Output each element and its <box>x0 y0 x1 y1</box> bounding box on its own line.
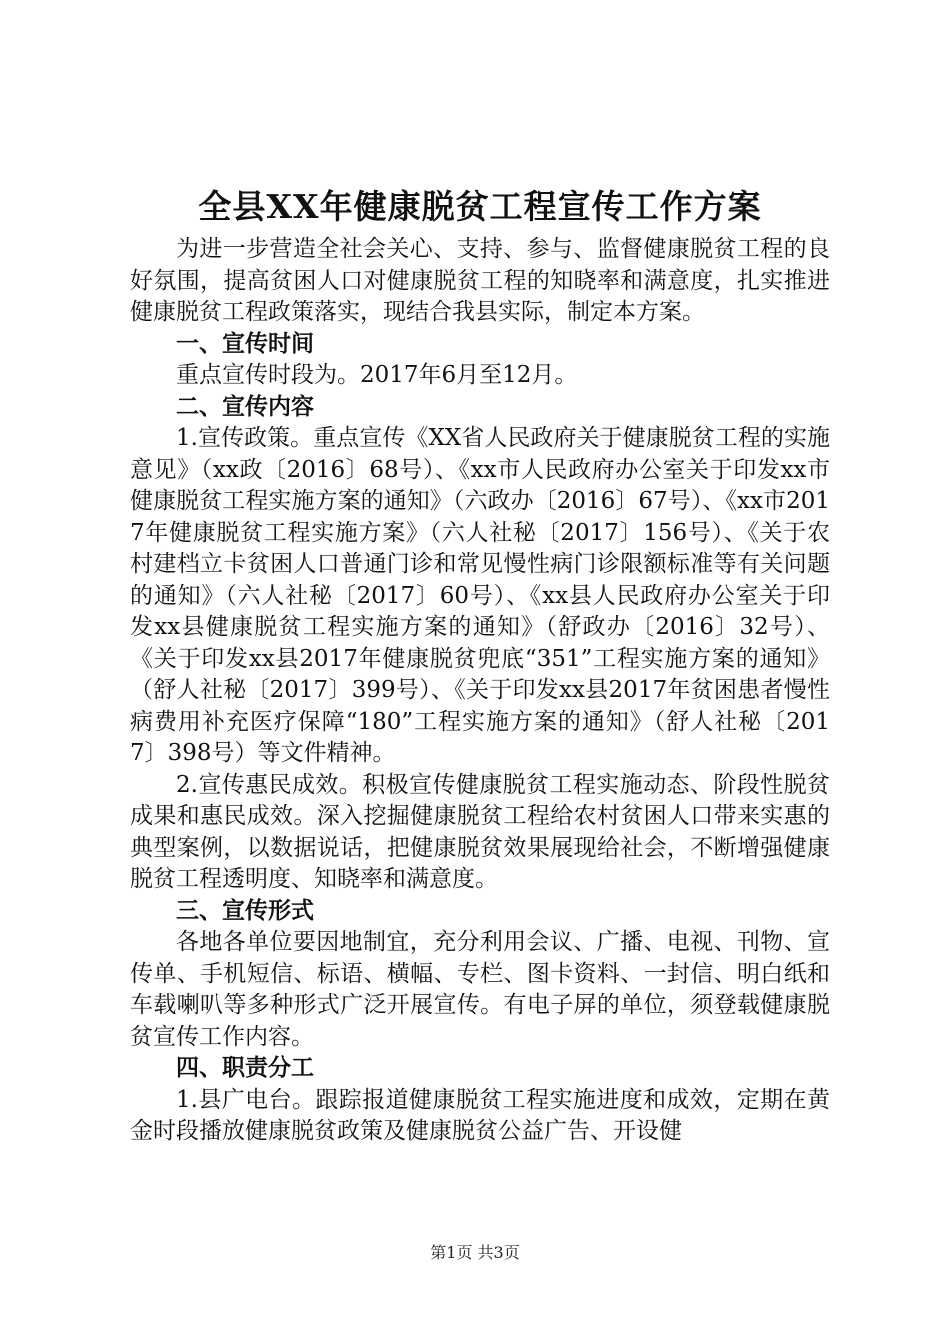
page-footer: 第1页 共3页 <box>430 1243 520 1262</box>
section-form-text: 各地各单位要因地制宜，充分利用会议、广播、电视、刊物、宣传单、手机短信、标语、横幅、专栏、图卡资料、一封信、明白纸和车载喇叭等多种形式广泛开展宣传。有电子屏的单位，须登载健康脱贫宣传工作内容。 <box>130 929 830 1050</box>
section-time-text: 重点宣传时段为。2017年6月至12月。 <box>176 362 578 388</box>
section-heading-form: 三、宣传形式 <box>176 897 314 924</box>
duties-item-broadcast: 1.县广电台。跟踪报道健康脱贫工程实施进度和成效，定期在黄金时段播放健康脱贫政策及健康脱贫公益广告、开设健 <box>130 1086 830 1144</box>
section-heading-content: 二、宣传内容 <box>176 393 314 420</box>
content-item-policy: 1.宣传政策。重点宣传《XX省人民政府关于健康脱贫工程的实施意见》（xx政〔2016〕68号）、《xx市人民政府办公室关于印发xx市健康脱贫工程实施方案的通知》（六政办〔2016〕67号）、《xx市2017年健康脱贫工程实施方案》（六人社秘〔2017〕156号）、《关于农村建档立卡贫困人口普通门诊和常见慢性病门诊限额标准等有关问题的通知》（六人社秘〔2017〕60号）、《xx县人民政府办公室关于印发xx县健康脱贫工程实施方案的通知》（舒政办〔2016〕32号）、《关于印发xx县2017年健康脱贫兜底“351”工程实施方案的通知》（舒人社秘〔2017〕399号）、《关于印发xx县2017年贫困患者慢性病费用补充医疗保障“180”工程实施方案的通知》（舒人社秘〔2017〕398号）等文件精神。 <box>130 425 830 766</box>
section-heading-time: 一、宣传时间 <box>176 330 314 357</box>
content-item-benefits: 2.宣传惠民成效。积极宣传健康脱贫工程实施动态、阶段性脱贫成果和惠民成效。深入挖掘健康脱贫工程给农村贫困人口带来实惠的典型案例，以数据说话，把健康脱贫效果展现给社会，不断增强健康脱贫工程透明度、知晓率和满意度。 <box>130 771 830 892</box>
intro-paragraph: 为进一步营造全社会关心、支持、参与、监督健康脱贫工程的良好氛围，提高贫困人口对健康脱贫工程的知晓率和满意度，扎实推进健康脱贫工程政策落实，现结合我县实际，制定本方案。 <box>130 236 830 325</box>
document-title: 全县XX年健康脱贫工程宣传工作方案 <box>198 187 762 226</box>
section-heading-duties: 四、职责分工 <box>176 1055 314 1081</box>
document-page <box>130 182 830 1148</box>
